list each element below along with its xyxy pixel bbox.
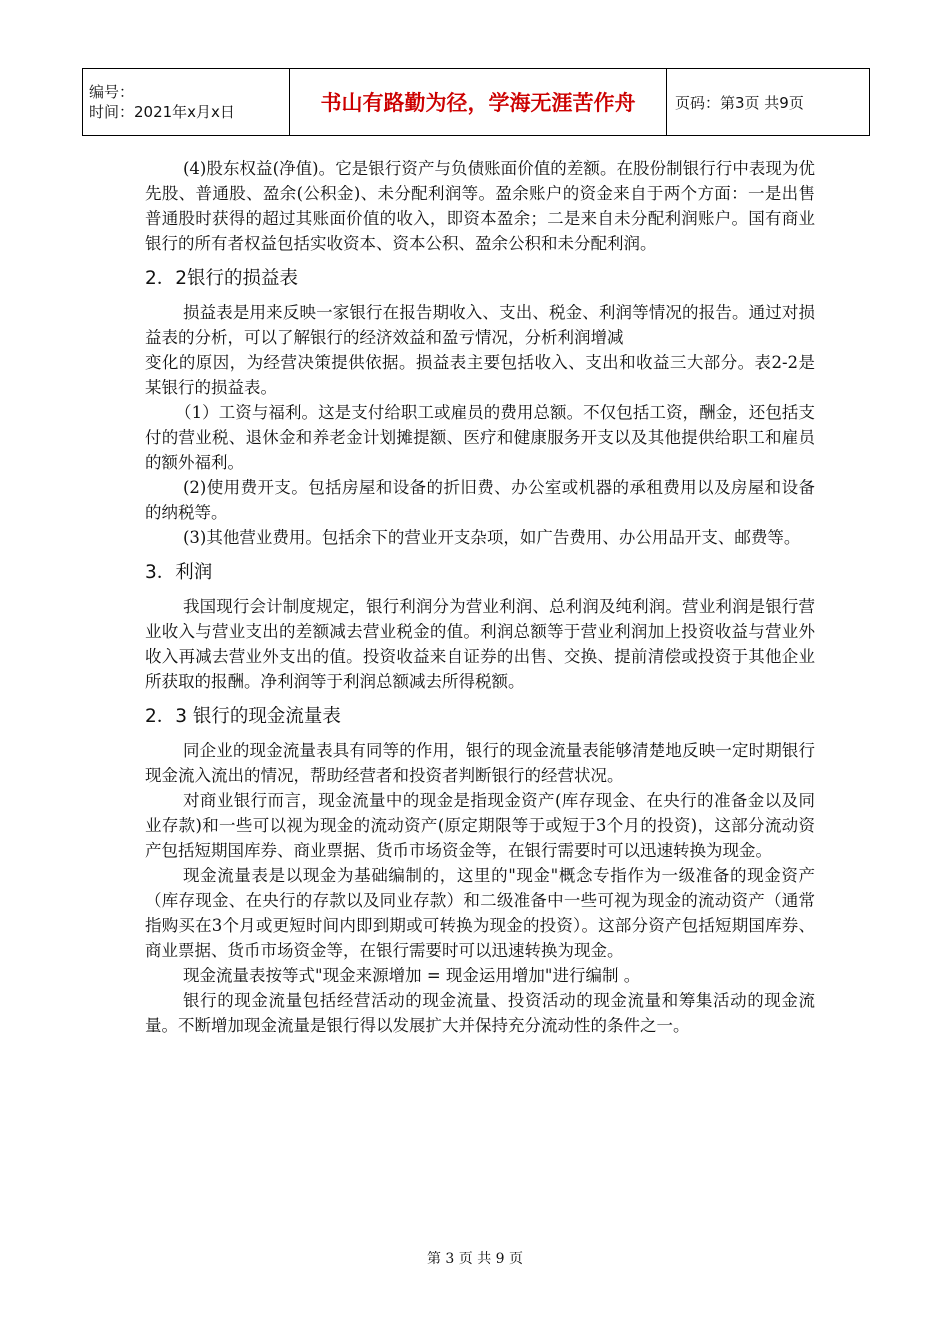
document-body — [145, 156, 815, 1038]
paragraph-shareholder-equity: (4)股东权益(净值)。它是银行资产与负债账面价值的差额。在股份制银行行中表现为优先股、普通股、盈余(公积金)、未分配利润等。盈余账户的资金来自于两个方面：一是出售普通股时获得的超过其账面价值的收入，即资本盈余；二是来自未分配利润账户。国有商业银行的所有者权益包括实收资本、资本公积、盈余公积和未分配利润。 — [145, 159, 815, 253]
header-page-label: 页码：第3页 共9页 — [667, 69, 870, 136]
paragraph-wages: （1）工资与福利。这是支付给职工或雇员的费用总额。不仅包括工资，酬金，还包括支付的营业税、退休金和养老金计划摊提额、医疗和健康服务开支以及其他提供给职工和雇员的额外福利。 — [145, 403, 815, 472]
header-motto: 书山有路勤为径，学海无涯苦作舟 — [290, 69, 667, 136]
paragraph-profit: 我国现行会计制度规定，银行利润分为营业利润、总利润及纯利润。营业利润是银行营业收入与营业支出的差额减去营业税金的值。利润总额等于营业利润加上投资收益与营业外收入再减去营业外支出的值。投资收益来自证券的出售、交换、提前清偿或投资于其他企业所获取的报酬。净利润等于利润总额减去所得税额。 — [145, 597, 815, 691]
page-footer: 第 3 页 共 9 页 — [426, 1251, 524, 1267]
paragraph-cash-flow-4: 现金流量表按等式"现金来源增加 = 现金运用增加"进行编制 。 — [183, 966, 641, 985]
paragraph-cash-flow-3: 现金流量表是以现金为基础编制的，这里的"现金"概念专指作为一级准备的现金资产（库存现金、在央行的存款以及同业存款）和二级准备中一些可视为现金的流动资产（通常指购买在3个月或更短时间内即到期或可转换为现金的投资）。这部分资产包括短期国库券、商业票据、货币市场资金等，在银行需要时可以迅速转换为现金。 — [145, 866, 815, 960]
serial-label: 编号： — [89, 83, 135, 101]
paragraph-income-statement-2: 变化的原因，为经营决策提供依据。损益表主要包括收入、支出和收益三大部分。表2-2是某银行的损益表。 — [145, 353, 815, 397]
paragraph-income-statement-1: 损益表是用来反映一家银行在报告期收入、支出、税金、利润等情况的报告。通过对损益表的分析，可以了解银行的经济效益和盈亏情况，分析利润增减 — [145, 303, 815, 347]
time-label: 时间：2021年x月x日 — [89, 103, 235, 121]
section-heading-income-statement: 2．2银行的损益表 — [145, 268, 299, 289]
document-header — [82, 68, 870, 136]
section-heading-cash-flow: 2．3 银行的现金流量表 — [145, 706, 341, 727]
header-meta — [83, 69, 290, 136]
paragraph-cash-flow-1: 同企业的现金流量表具有同等的作用，银行的现金流量表能够清楚地反映一定时期银行现金流入流出的情况，帮助经营者和投资者判断银行的经营状况。 — [145, 741, 815, 785]
paragraph-other-expenses: (3)其他营业费用。包括余下的营业开支杂项，如广告费用、办公用品开支、邮费等。 — [183, 528, 801, 547]
paragraph-cash-flow-5: 银行的现金流量包括经营活动的现金流量、投资活动的现金流量和筹集活动的现金流量。不断增加现金流量是银行得以发展扩大并保持充分流动性的条件之一。 — [145, 991, 815, 1035]
paragraph-usage-fees: (2)使用费开支。包括房屋和设备的折旧费、办公室或机器的承租费用以及房屋和设备的纳税等。 — [145, 478, 815, 522]
paragraph-cash-flow-2: 对商业银行而言，现金流量中的现金是指现金资产(库存现金、在央行的准备金以及同业存款)和一些可以视为现金的流动资产(原定期限等于或短于3个月的投资)，这部分流动资产包括短期国库券、商业票据、货币市场资金等，在银行需要时可以迅速转换为现金。 — [145, 791, 815, 860]
section-heading-profit: 3．利润 — [145, 562, 213, 583]
